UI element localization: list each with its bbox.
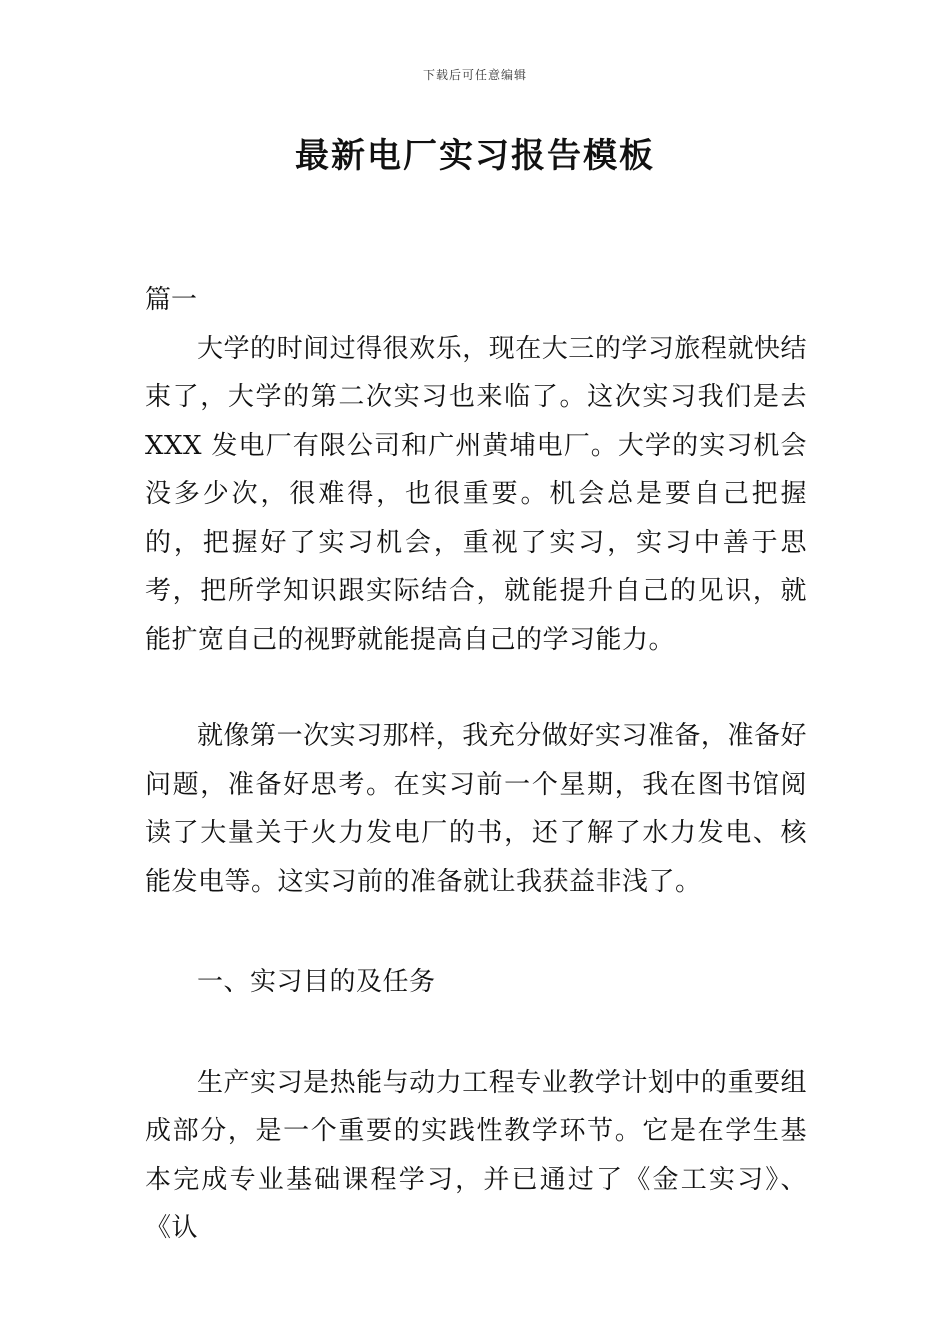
section-heading: 一、实习目的及任务 (197, 967, 436, 997)
document-body (145, 276, 807, 1253)
paragraph-3: 生产实习是热能与动力工程专业教学计划中的重要组成部分，是一个重要的实践性教学环节。它是在学生基本完成专业基础课程学习，并已通过了《金工实习》、《认 (145, 1067, 807, 1243)
paragraph-spacer (145, 664, 807, 712)
page-header-note: 下载后可任意编辑 (422, 68, 527, 82)
paragraph-1: 大学的时间过得很欢乐，现在大三的学习旅程就快结束了，大学的第二次实习也来临了。这次实习我们是去 XXX 发电厂有限公司和广州黄埔电厂。大学的实习机会没多少次，很难得，也很重要。机会总是要自己把握的，把握好了实习机会，重视了实习，实习中善于思考，把所学知识跟实际结合，就能提升自己的见识，就能扩宽自己的视野就能提高自己的学习能力。 (145, 333, 807, 655)
document-title: 最新电厂实习报告模板 (295, 136, 655, 176)
section-label: 篇一 (145, 285, 198, 315)
paragraph-spacer (145, 1007, 807, 1059)
paragraph-2: 就像第一次实习那样，我充分做好实习准备，准备好问题，准备好思考。在实习前一个星期，我在图书馆阅读了大量关于火力发电厂的书，还了解了水力发电、核能发电等。这实习前的准备就让我获益非浅了。 (145, 721, 807, 897)
paragraph-spacer (145, 906, 807, 958)
